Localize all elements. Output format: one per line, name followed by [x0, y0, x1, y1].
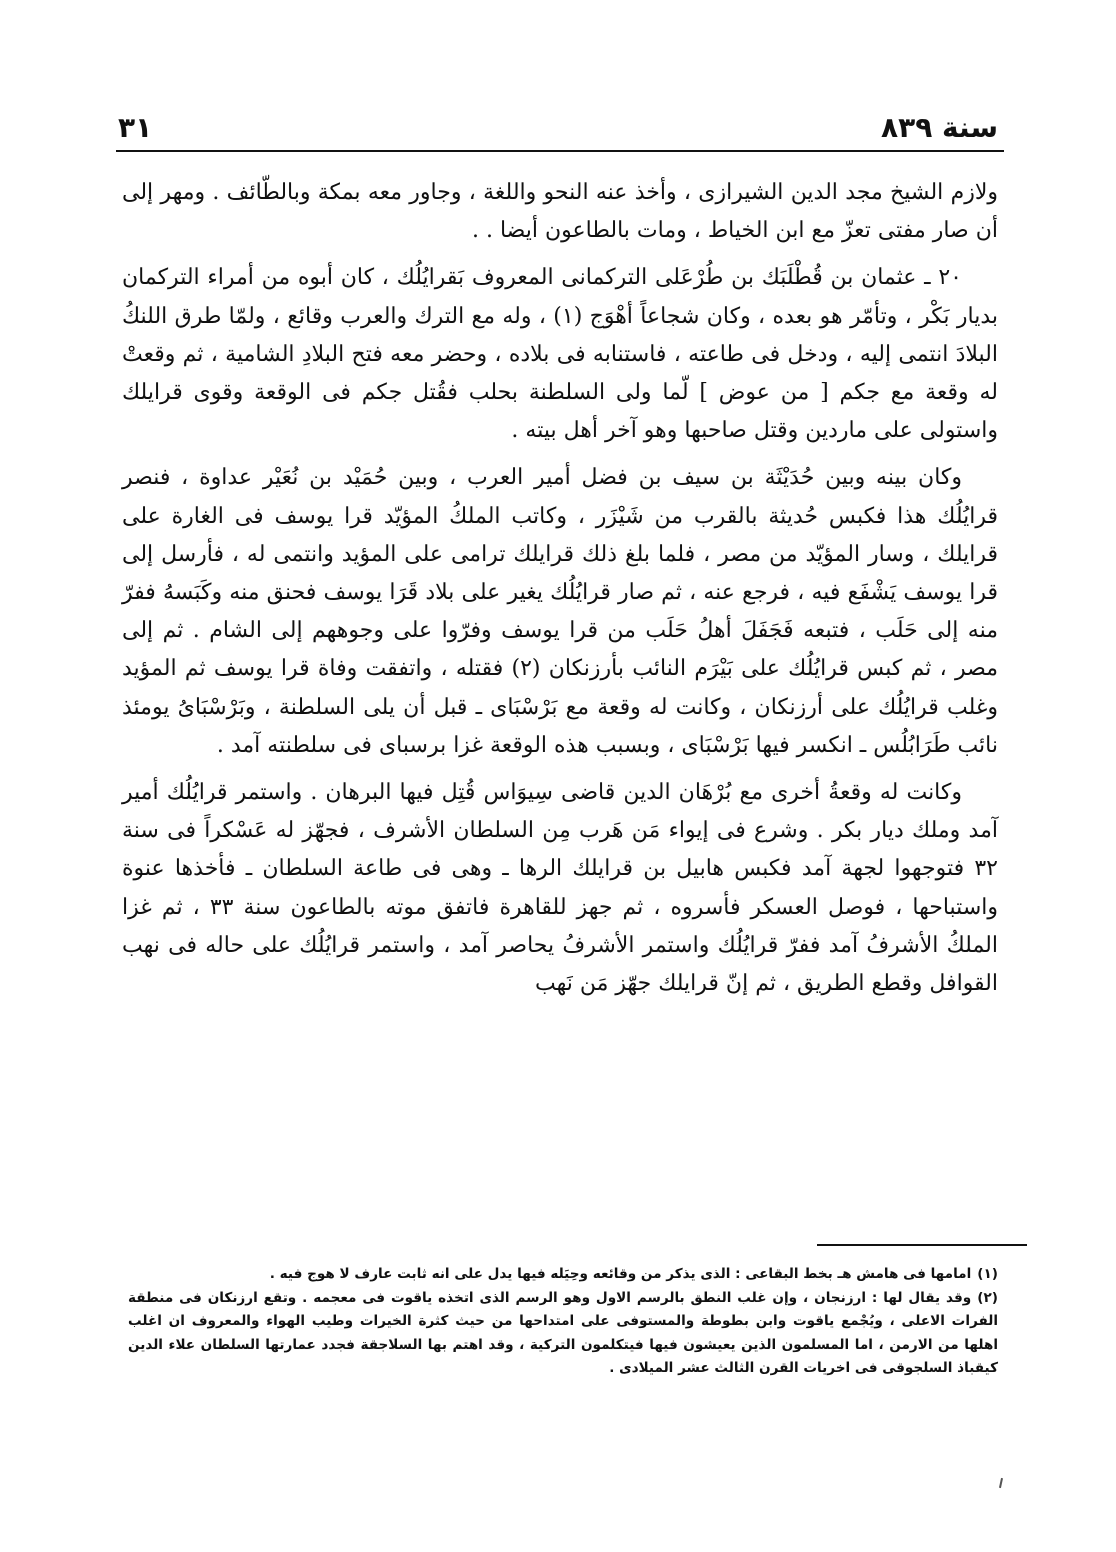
footnotes: [128, 1263, 998, 1381]
page-number: ٣١: [118, 111, 153, 144]
paragraph: ولازم الشيخ مجد الدين الشيرازى ، وأخذ عنه النحو واللغة ، وجاور معه بمكة وبالطّائف . ومهر إلى أن صار مفتى تعزّ مع ابن الخياط ، ومات بالطاعون أيضا . .: [122, 180, 998, 244]
footnote-rule: [817, 1244, 1027, 1246]
footnote: [128, 1287, 998, 1381]
footnote-number: (٢): [977, 1289, 998, 1306]
running-head: [118, 98, 998, 144]
paragraph: وكان بينه وبين حُدَيْثَة بن سيف بن فضل أمير العرب ، وبين حُمَيْد بن نُعَيْر عداوة ، فنصر قرايُلُك هذا فكبس حُديثة بالقرب من شَيْزَر ، وكاتب الملكُ المؤيّد قرا يوسف فى الغارة على قرايلك ، وسار المؤيّد من مصر ، فلما بلغ ذلك قرايلك ترامى على المؤيد وانتمى له ، فأرسل إلى قرا يوسف يَشْفَع فيه ، فرجع عنه ، ثم صار قرايُلُك يغير على بلاد قَرَا يوسف فحنق منه وكَبَسهُ ففرّ منه إلى حَلَب ، فتبعه فَجَفَلَ أهلُ حَلَب من قرا يوسف وفرّوا على وجوههم إلى الشام . ثم إلى مصر ، ثم كبس قرايُلُك على بَيْرَم النائب بأرزنكان (٢) فقتله ، واتفقت وفاة قرا يوسف ثم المؤيد وغلب قرايُلُك على أرزنكان ، وكانت له وقعة مع بَرْسْبَاى ـ قبل أن يلى السلطنة ، وبَرْسْبَاىُ يومئذ نائب طَرَابُلُس ـ انكسر فيها بَرْسْبَاى ، وبسبب هذه الوقعة غزا برسباى فى سلطنته آمد .: [122, 465, 998, 758]
year-heading: سنة ٨٣٩: [881, 111, 998, 144]
main-text: [122, 174, 998, 1012]
footnote-text: امامها فى هامش هـ بخط البقاعى : الذى يذكر من وقائعه وحِيَله فيها يدل على انه ثابت عارف لا هوج فيه .: [269, 1266, 972, 1282]
header-rule: [116, 150, 1004, 152]
paragraph: ٢٠ ـ عثمان بن قُطْلَبَك بن طُرْعَلى التركمانى المعروف بَقرايُلُك ، كان أبوه من أمراء التركمان بديار بَكْر ، وتأمّر هو بعده ، وكان شجاعاً أهْوَج (١) ، وله مع الترك والعرب وقائع ، ولمّا طرق اللنكُ البلادَ انتمى إليه ، ودخل فى طاعته ، فاستنابه فى بلاده ، وحضر معه فتح البلادِ الشامية ، ثم وقعتْ له وقعة مع جكم [ من عوض ] لّما ولى السلطنة بحلب فقُتل جكم فى الوقعة وقوى قرايلك واستولى على ماردين وقتل صاحبها وهو آخر أهل بيته .: [122, 265, 998, 444]
footnote: [128, 1263, 998, 1287]
footnote-text: وقد يقال لها : ارزنجان ، وإن غلب النطق بالرسم الاول وهو الرسم الذى اتخذه ياقوت فى معجمه . وتقع ارزنكان فى منطقة الفرات الاعلى ، ويُجْمع ياقوت وابن بطوطة والمستوفى على امتداحها من حيث كثرة الخيرات وطيب الهواء والمعروف ان اغلب اهلها من الارمن ، اما المسلمون الذين يعيشون فيها فيتكلمون التركية ، وقد اهتم بها السلاجقة فجدد عمارتها السلطان علاء الدين كيقباذ السلجوقى فى اخريات القرن الثالث عشر الميلادى .: [128, 1289, 998, 1376]
paragraph: وكانت له وقعةُ أخرى مع بُرْهَان الدين قاضى سِيوَاس قُتِل فيها البرهان . واستمر قرايُلُك أمير آمد وملك ديار بكر . وشرع فى إيواء مَن هَرب مِن السلطان الأشرف ، فجهّز له عَسْكراً فى سنة ٣٢ فتوجهوا لجهة آمد فكبس هابيل بن قرايلك الرها ـ وهى فى طاعة السلطان ـ فأخذها عنوة واستباحها ، فوصل العسكر فأسروه ، ثم جهز للقاهرة فاتفق موته بالطاعون سنة ٣٣ ، ثم غزا الملكُ الأشرفُ آمد ففرّ قرايُلُك واستمر الأشرفُ يحاصر آمد ، واستمر قرايُلُك على حاله فى نهب القوافل وقطع الطريق ، ثم إنّ قرايلك جهّز مَن نَهب: [122, 780, 998, 997]
footnote-number: (١): [977, 1266, 998, 1282]
scan-mark: [999, 1478, 1003, 1488]
